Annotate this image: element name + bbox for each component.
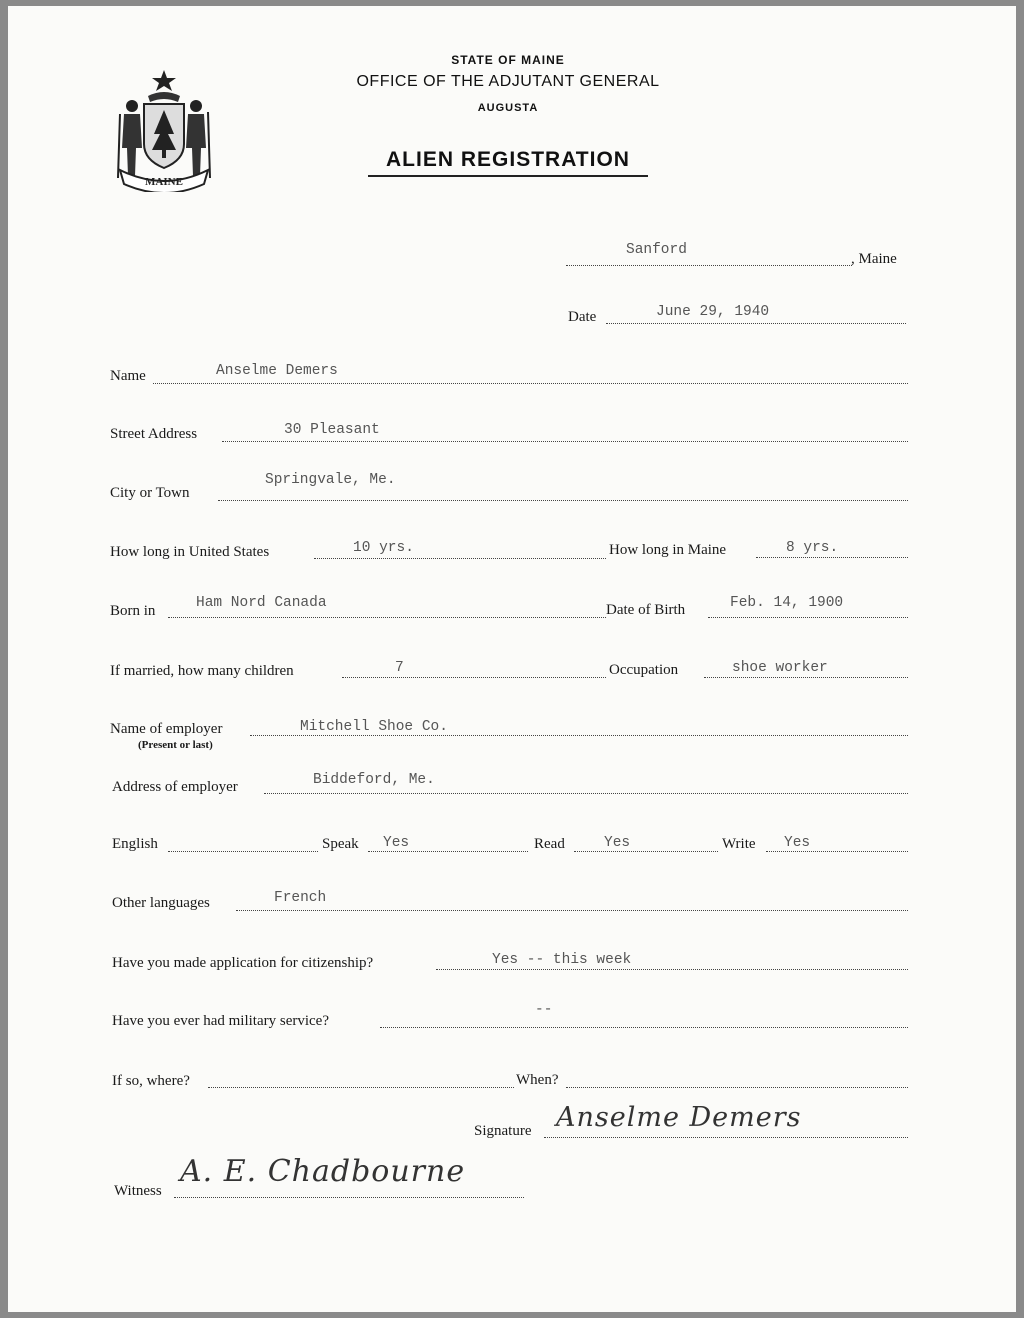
write-label: Write xyxy=(722,836,756,852)
born-in-value: Ham Nord Canada xyxy=(196,595,327,611)
dob-value: Feb. 14, 1900 xyxy=(730,595,844,611)
maine-duration-label: How long in Maine xyxy=(609,542,727,558)
name-label: Name xyxy=(110,368,146,384)
header-state: STATE OF MAINE xyxy=(451,53,565,67)
employer-address-value: Biddeford, Me. xyxy=(313,772,435,788)
city-value: Springvale, Me. xyxy=(265,472,396,488)
us-duration-label: How long in United States xyxy=(110,544,270,560)
employer-sublabel: (Present or last) xyxy=(138,739,213,751)
children-label: If married, how many children xyxy=(110,663,294,679)
other-languages-label: Other languages xyxy=(112,895,210,911)
title-underline xyxy=(368,175,648,177)
born-in-label: Born in xyxy=(110,603,156,619)
occupation-label: Occupation xyxy=(609,662,679,678)
witness-signature: A. E. Chadbourne xyxy=(180,1154,466,1189)
us-duration-value: 10 yrs. xyxy=(353,540,414,556)
form-title: ALIEN REGISTRATION xyxy=(386,148,630,171)
name-value: Anselme Demers xyxy=(216,363,338,379)
speak-label: Speak xyxy=(322,836,359,852)
location-value: Sanford xyxy=(626,242,687,258)
witness-label: Witness xyxy=(114,1183,162,1199)
children-value: 7 xyxy=(395,660,404,676)
signature-value: Anselme Demers xyxy=(556,1102,802,1133)
when-label: When? xyxy=(516,1072,559,1088)
write-value: Yes xyxy=(784,835,811,851)
citizenship-value: Yes -- this week xyxy=(492,952,632,968)
dob-label: Date of Birth xyxy=(606,602,686,618)
other-languages-value: French xyxy=(274,890,327,906)
registration-form xyxy=(8,6,1016,1312)
header-office: OFFICE OF THE ADJUTANT GENERAL xyxy=(356,73,660,90)
employer-address-label: Address of employer xyxy=(112,779,238,795)
seal-banner-text: MAINE xyxy=(145,176,183,188)
read-label: Read xyxy=(534,836,565,852)
street-label: Street Address xyxy=(110,426,198,442)
occupation-value: shoe worker xyxy=(732,660,828,676)
street-value: 30 Pleasant xyxy=(284,422,380,438)
employer-value: Mitchell Shoe Co. xyxy=(300,719,448,735)
maine-duration-value: 8 yrs. xyxy=(786,540,839,556)
read-value: Yes xyxy=(604,835,631,851)
state-seal-icon xyxy=(108,64,220,192)
date-value: June 29, 1940 xyxy=(656,304,770,320)
military-value: -- xyxy=(535,1002,553,1018)
where-label: If so, where? xyxy=(112,1073,190,1089)
speak-value: Yes xyxy=(383,835,410,851)
header-city: AUGUSTA xyxy=(477,102,539,114)
english-label: English xyxy=(112,836,158,852)
location-suffix: , Maine xyxy=(851,251,897,267)
signature-label: Signature xyxy=(474,1123,532,1139)
military-label: Have you ever had military service? xyxy=(112,1013,329,1029)
citizenship-label: Have you made application for citizenship? xyxy=(112,955,374,971)
date-label: Date xyxy=(568,309,597,325)
employer-label: Name of employer xyxy=(110,721,223,737)
city-label: City or Town xyxy=(110,485,190,501)
